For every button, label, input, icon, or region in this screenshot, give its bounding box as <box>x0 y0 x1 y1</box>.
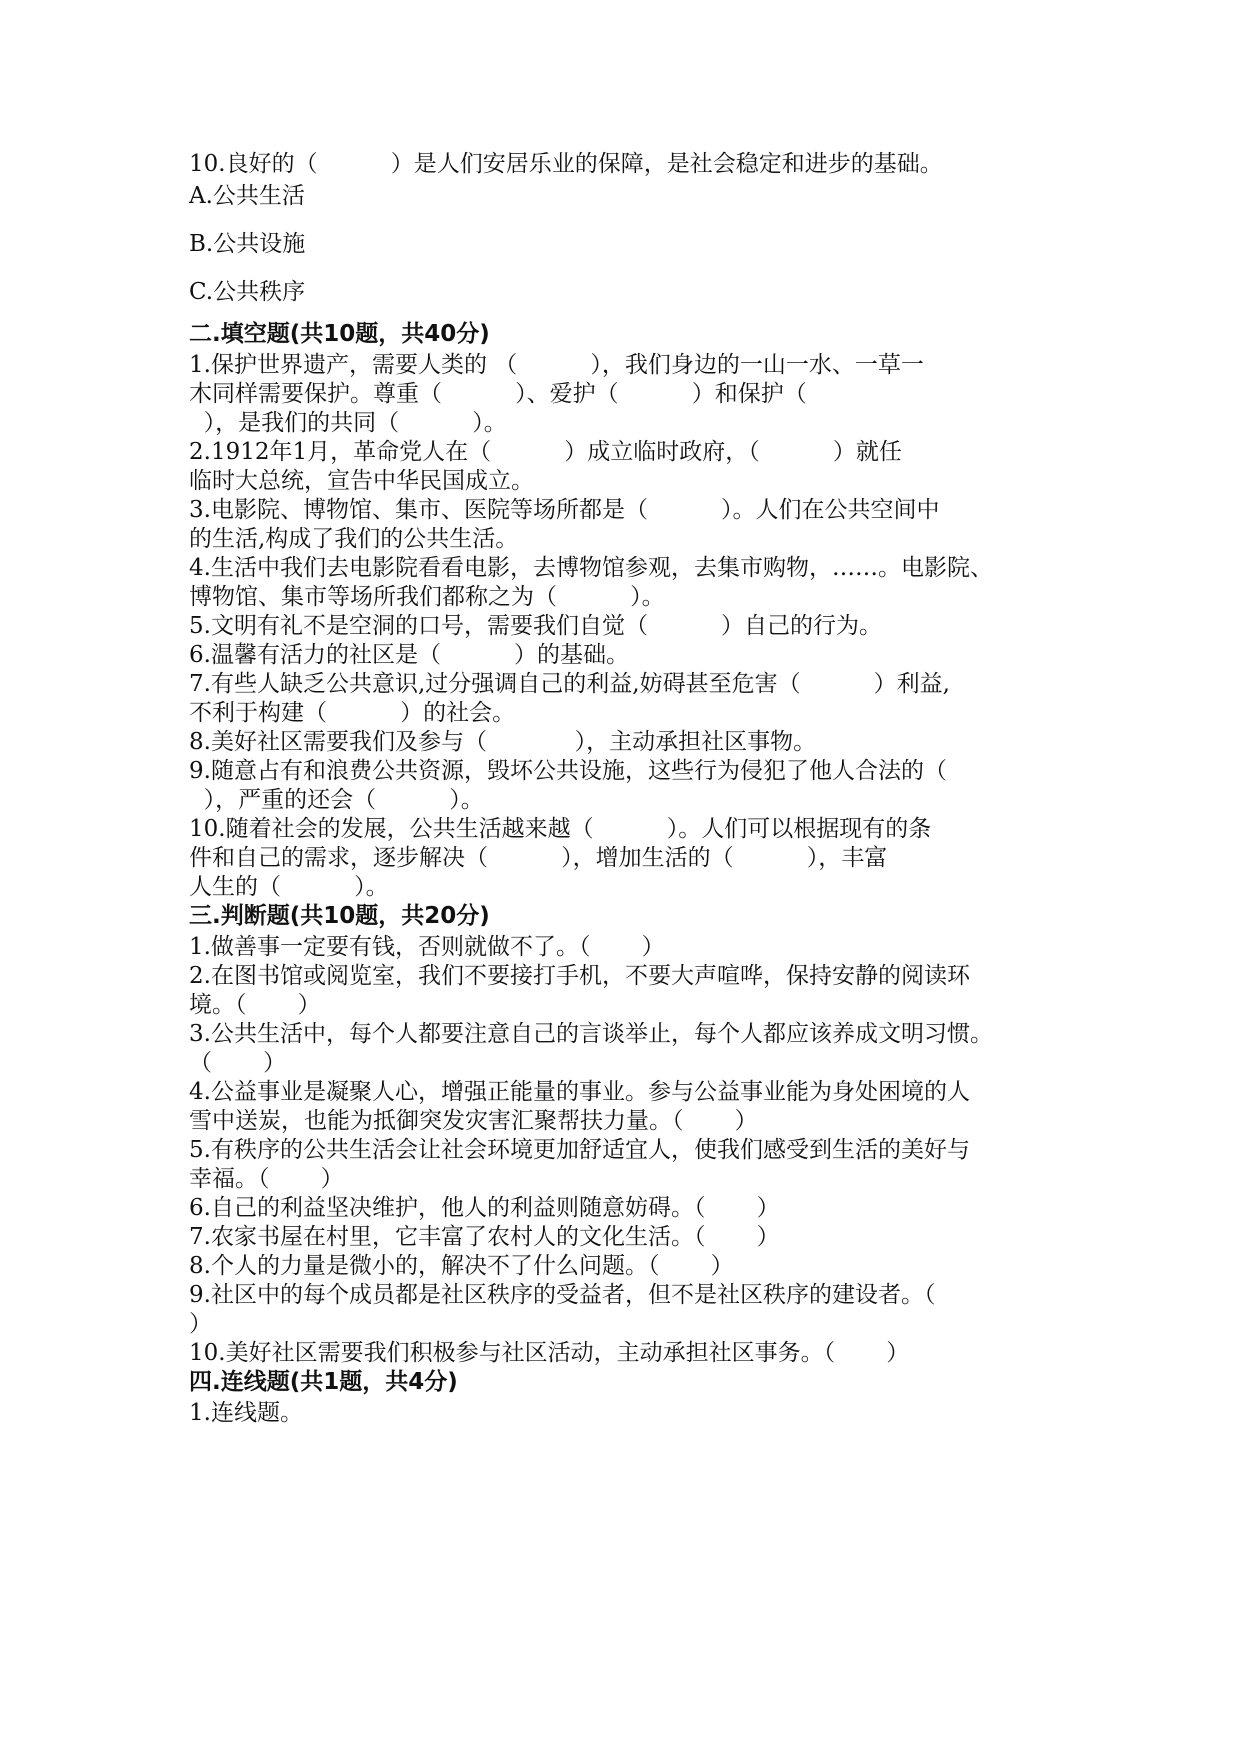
question-line: 10.美好社区需要我们积极参与社区活动，主动承担社区事务。（ ） <box>189 1340 910 1366</box>
question <box>189 496 1069 554</box>
question <box>189 1136 1069 1194</box>
question-line: 4.生活中我们去电影院看看电影，去博物馆参观，去集市购物，……。电影院、 <box>189 555 993 581</box>
question <box>189 815 1069 902</box>
question <box>189 1281 1069 1339</box>
question-line: 6.自己的利益坚决维护，他人的利益则随意妨碍。（ ） <box>189 1195 780 1221</box>
question-line: 2.在图书馆或阅览室，我们不要接打手机，不要大声喧哗，保持安静的阅读环 <box>189 963 970 989</box>
question <box>189 641 1069 670</box>
question <box>189 1020 1069 1078</box>
question-line: 8.美好社区需要我们及参与（ ），主动承担社区事物。 <box>189 729 817 755</box>
question <box>189 612 1069 641</box>
question-line: 木同样需要保护。尊重（ ）、爱护（ ）和保护（ <box>189 381 807 407</box>
section-heading: 三.判断题(共10题，共20分) <box>189 903 490 929</box>
question <box>189 1194 1069 1223</box>
question-line: 4.公益事业是凝聚人心，增强正能量的事业。参与公益事业能为身处困境的人 <box>189 1079 970 1105</box>
question <box>189 728 1069 757</box>
question-line: （ ） <box>189 1050 287 1076</box>
question-line: 幸福。（ ） <box>189 1166 344 1192</box>
question-line: 人生的（ ）。 <box>189 874 389 900</box>
question-line: ），严重的还会（ ）。 <box>189 787 484 813</box>
question-line: 件和自己的需求，逐步解决（ ），增加生活的（ ），丰富 <box>189 845 888 871</box>
question-line: 的生活,构成了我们的公共生活。 <box>189 526 519 552</box>
option-b: B.公共设施 <box>189 231 306 257</box>
question <box>189 1339 1069 1368</box>
section-heading: 二.填空题(共10题，共40分) <box>189 321 490 347</box>
exam-page <box>189 150 1069 1428</box>
question-line: 博物馆、集市等场所我们都称之为（ ）。 <box>189 584 665 610</box>
option-a: A.公共生活 <box>189 183 305 209</box>
question <box>189 1078 1069 1136</box>
section-matching <box>189 1368 1069 1428</box>
question-line: 6.温馨有活力的社区是（ ）的基础。 <box>189 642 630 668</box>
question-line: 5.有秩序的公共生活会让社会环境更加舒适宜人，使我们感受到生活的美好与 <box>189 1137 970 1163</box>
question-line: 10.随着社会的发展，公共生活越来越（ ）。人们可以根据现有的条 <box>189 816 932 842</box>
question <box>189 1252 1069 1281</box>
question <box>189 1399 1069 1428</box>
question <box>189 438 1069 496</box>
question-stem: 10.良好的（ ）是人们安居乐业的保障，是社会稳定和进步的基础。 <box>189 151 943 177</box>
question-line: 不利于构建（ ）的社会。 <box>189 700 516 726</box>
question <box>189 1223 1069 1252</box>
question <box>189 933 1069 962</box>
fill-in-questions <box>189 351 1069 902</box>
question-line: 9.随意占有和浪费公共资源，毁坏公共设施，这些行为侵犯了他人合法的（ <box>189 758 947 784</box>
true-false-questions <box>189 933 1069 1368</box>
question-line: 临时大总统，宣告中华民国成立。 <box>189 468 534 494</box>
section-heading: 四.连线题(共1题，共4分) <box>189 1369 458 1395</box>
section-true-false <box>189 902 1069 1368</box>
question-line: ），是我们的共同（ ）。 <box>189 410 507 436</box>
choice-question-10 <box>189 150 1069 307</box>
question <box>189 554 1069 612</box>
question-line: 境。（ ） <box>189 992 321 1018</box>
question-line: 3.电影院、博物馆、集市、医院等场所都是（ ）。人们在公共空间中 <box>189 497 940 523</box>
question-line: 1.连线题。 <box>189 1400 303 1426</box>
question-line: 7.农家书屋在村里，它丰富了农村人的文化生活。（ ） <box>189 1224 780 1250</box>
question <box>189 757 1069 815</box>
matching-questions <box>189 1399 1069 1428</box>
question-line: 9.社区中的每个成员都是社区秩序的受益者，但不是社区秩序的建设者。（ <box>189 1282 936 1308</box>
question <box>189 670 1069 728</box>
question-line: 雪中送炭，也能为抵御突发灾害汇聚帮扶力量。（ ） <box>189 1108 758 1134</box>
question-line: 3.公共生活中，每个人都要注意自己的言谈举止，每个人都应该养成文明习惯。 <box>189 1021 993 1047</box>
question <box>189 962 1069 1020</box>
question-line: 5.文明有礼不是空洞的口号，需要我们自觉（ ）自己的行为。 <box>189 613 883 639</box>
question-line: 8.个人的力量是微小的，解决不了什么问题。（ ） <box>189 1253 734 1279</box>
question <box>189 351 1069 438</box>
question-line: 2.1912年1月，革命党人在（ ）成立临时政府，（ ）就任 <box>189 439 902 465</box>
question-line: ） <box>189 1311 212 1337</box>
question-line: 7.有些人缺乏公共意识,过分强调自己的利益,妨碍甚至危害（ ）利益, <box>189 671 950 697</box>
section-fill-in <box>189 320 1069 902</box>
option-c: C.公共秩序 <box>189 279 306 305</box>
question-line: 1.做善事一定要有钱，否则就做不了。（ ） <box>189 934 665 960</box>
question-line: 1.保护世界遗产，需要人类的 （ ），我们身边的一山一水、一草一 <box>189 352 924 378</box>
